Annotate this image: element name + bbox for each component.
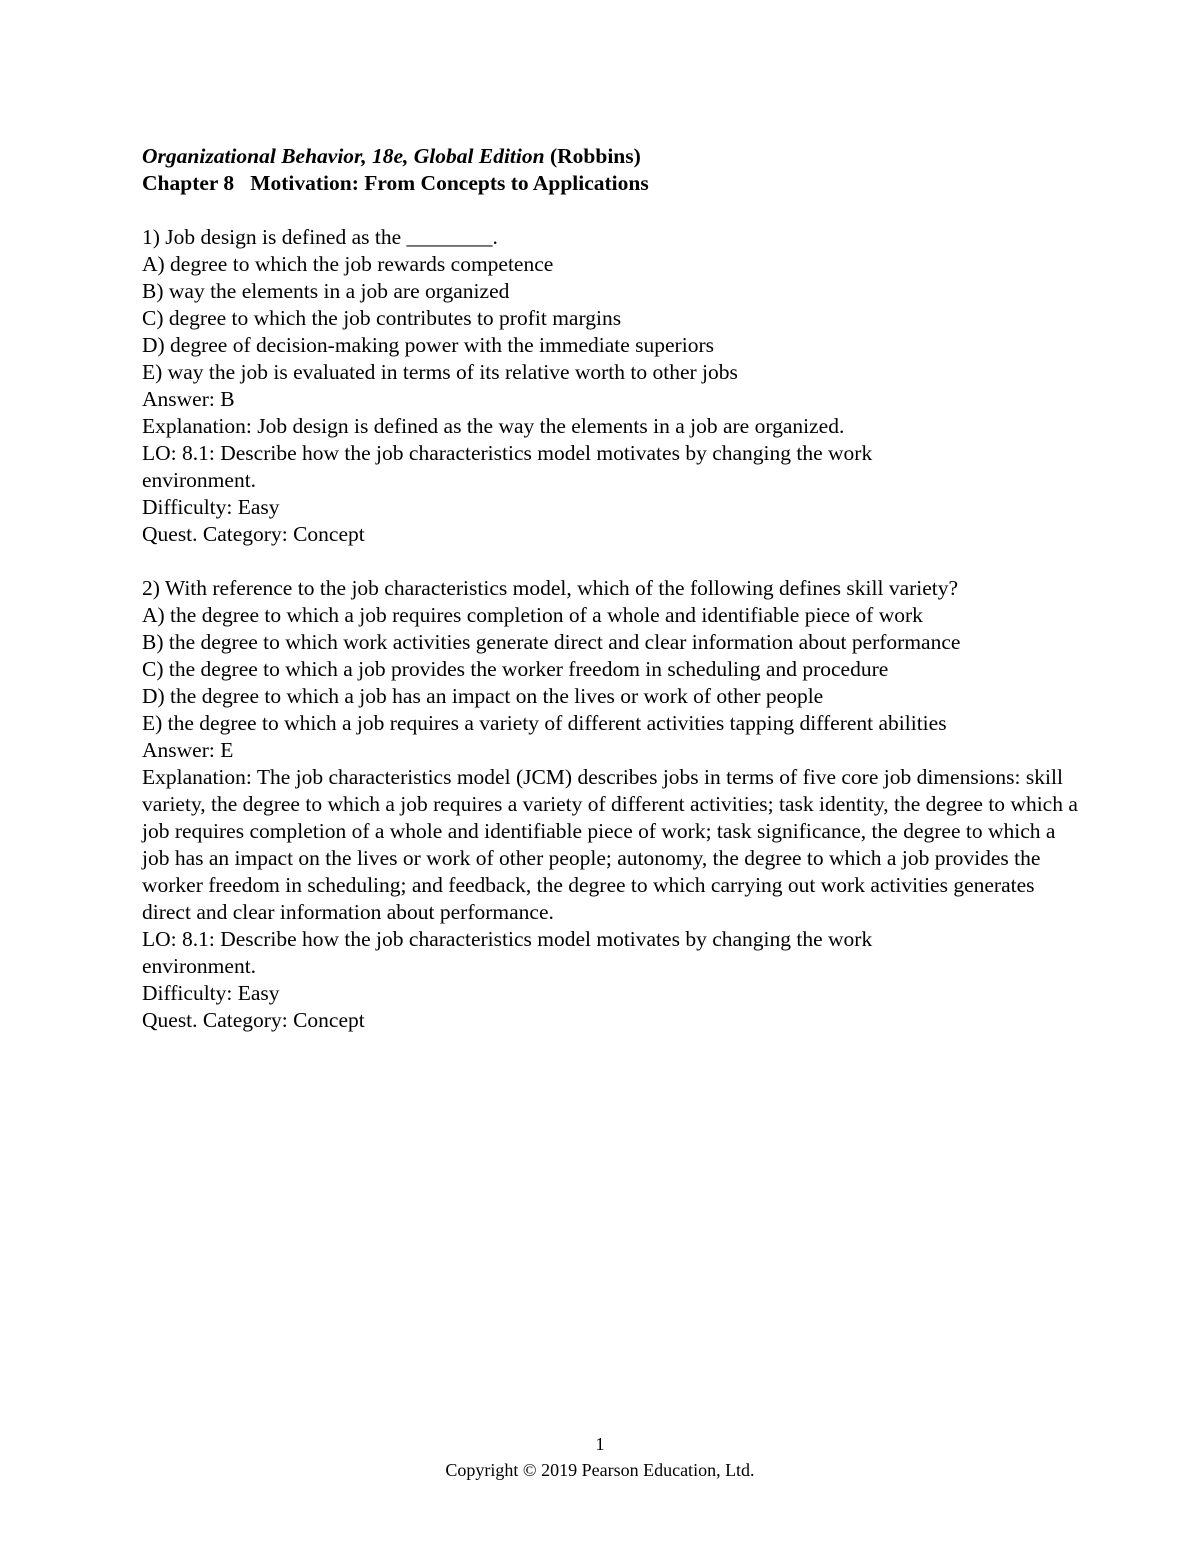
answer-option-c: C) degree to which the job contributes to profit margins: [142, 306, 622, 330]
answer-option-a: A) degree to which the job rewards competence: [142, 252, 554, 276]
learning-objective: LO: 8.1: Describe how the job characteristics model motivates by changing the work environment.: [142, 927, 873, 978]
answer-option-d: D) the degree to which a job has an impact on the lives or work of other people: [142, 684, 824, 708]
question-stem: 2) With reference to the job characteristics model, which of the following defines skill variety?: [142, 576, 959, 600]
question-block-2: [142, 575, 1082, 1034]
book-author: (Robbins): [549, 144, 641, 168]
question-stem: 1) Job design is defined as the ________.: [142, 225, 498, 249]
question-block-1: [142, 224, 1082, 548]
answer-option-a: A) the degree to which a job requires completion of a whole and identifiable piece of work: [142, 603, 923, 627]
page-number: 1: [595, 1434, 605, 1454]
answer-option-b: B) the degree to which work activities generate direct and clear information about performance: [142, 630, 961, 654]
answer-option-e: E) the degree to which a job requires a variety of different activities tapping different abilities: [142, 711, 947, 735]
chapter-title: Motivation: From Concepts to Applications: [250, 171, 649, 195]
difficulty: Difficulty: Easy: [142, 495, 280, 519]
learning-objective: LO: 8.1: Describe how the job characteristics model motivates by changing the work environment.: [142, 441, 873, 492]
answer-option-b: B) way the elements in a job are organized: [142, 279, 510, 303]
document-content: [142, 143, 1082, 1034]
answer-key: Answer: E: [142, 738, 234, 762]
answer-option-d: D) degree of decision-making power with the immediate superiors: [142, 333, 714, 357]
copyright-notice: Copyright © 2019 Pearson Education, Ltd.: [445, 1460, 755, 1480]
explanation: Explanation: Job design is defined as the way the elements in a job are organized.: [142, 414, 845, 438]
answer-option-e: E) way the job is evaluated in terms of its relative worth to other jobs: [142, 360, 738, 384]
question-category: Quest. Category: Concept: [142, 1008, 365, 1032]
book-title-line: [142, 143, 1082, 170]
difficulty: Difficulty: Easy: [142, 981, 280, 1005]
chapter-heading: [142, 170, 1082, 197]
book-title: Organizational Behavior, 18e, Global Edition: [142, 144, 545, 168]
explanation: Explanation: The job characteristics model (JCM) describes jobs in terms of five core job dimensions: skill variety, the degree to which a job requires a variety of different activities; task identity, the degree to which a job requires completion of a whole and identifiable piece of work; task significance, the degree to which a job has an impact on the lives or work of other people; autonomy, the degree to which a job provides the worker freedom in scheduling; and feedback, the degree to which carrying out work activities generates direct and clear information about performance.: [142, 765, 1078, 924]
answer-option-c: C) the degree to which a job provides the worker freedom in scheduling and procedure: [142, 657, 889, 681]
answer-key: Answer: B: [142, 387, 235, 411]
question-category: Quest. Category: Concept: [142, 522, 365, 546]
chapter-label: Chapter 8: [142, 171, 235, 195]
